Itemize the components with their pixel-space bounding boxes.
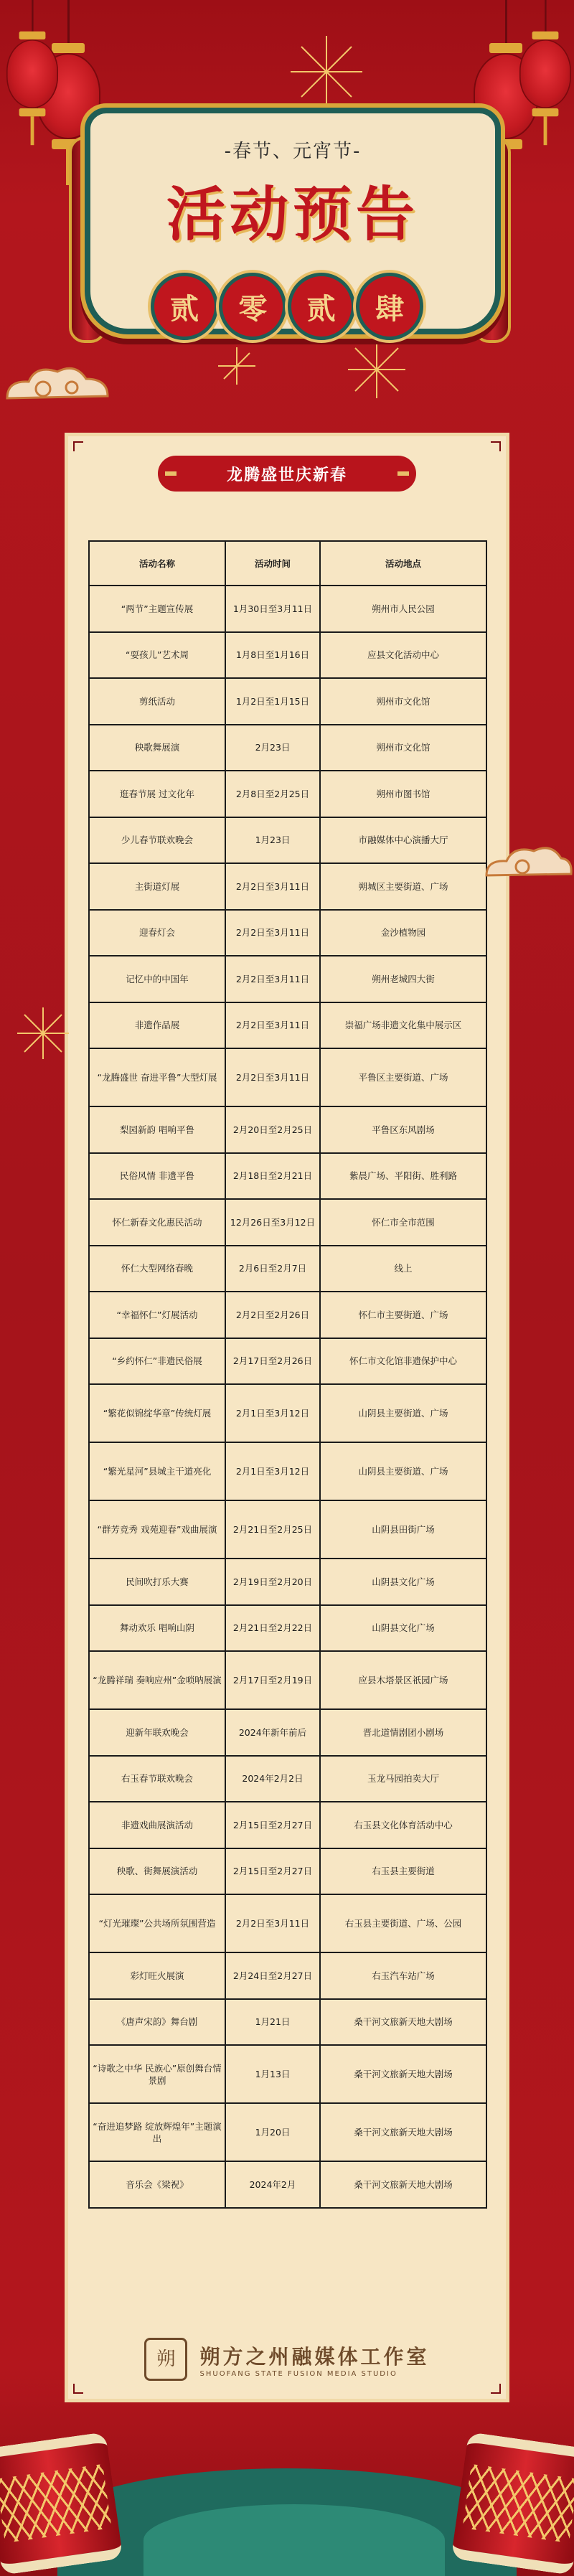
event-location-cell: 山阴县田街广场 [320,1500,486,1559]
event-time-cell: 1月13日 [225,2045,320,2103]
event-time-cell: 2月21日至2月22日 [225,1605,320,1652]
event-time-cell: 2月15日至2月27日 [225,1802,320,1848]
year-char: 贰 [151,273,218,340]
event-name-cell: 右玉春节联欢晚会 [89,1756,225,1802]
table-row [89,2103,486,2161]
header-subtitle: -春节、元宵节- [224,141,362,162]
table-row [89,1605,486,1652]
event-name-cell: 彩灯旺火展演 [89,1952,225,1999]
logo-seal-icon: 朔 [144,2338,187,2381]
year-char: 贰 [288,273,355,340]
event-location-cell: 桑干河文旅新天地大剧场 [320,1999,486,2046]
event-name-cell: 秧歌、街舞展演活动 [89,1848,225,1895]
event-time-cell: 2024年新年前后 [225,1709,320,1756]
event-location-cell: 怀仁市文化馆非遗保护中心 [320,1338,486,1385]
event-location-cell: 线上 [320,1246,486,1292]
event-time-cell: 2月2日至2月26日 [225,1292,320,1338]
event-time-cell: 1月23日 [225,817,320,864]
table-row [89,632,486,679]
event-name-cell: “诗歌之中华 民族心”原创舞台情景剧 [89,2045,225,2103]
event-time-cell: 2月19日至2月20日 [225,1559,320,1605]
event-location-cell: 平鲁区东风剧场 [320,1106,486,1153]
event-name-cell: 逛春节展 过文化年 [89,771,225,817]
corner-ornament [73,441,83,451]
event-name-cell: 民俗风情 非遗平鲁 [89,1153,225,1200]
event-name-cell: “两节”主题宣传展 [89,586,225,632]
firework-decoration [215,344,258,387]
column-header-location: 活动地点 [320,541,486,586]
table-row [89,1292,486,1338]
event-name-cell: 怀仁大型网络春晚 [89,1246,225,1292]
event-time-cell: 2月2日至3月11日 [225,956,320,1002]
event-time-cell: 2月24日至2月27日 [225,1952,320,1999]
year-char: 肆 [356,273,423,340]
event-location-cell: 金沙植物园 [320,910,486,956]
event-name-cell: 记忆中的中国年 [89,956,225,1002]
table-row [89,1106,486,1153]
event-time-cell: 2月21日至2月25日 [225,1500,320,1559]
event-location-cell: 朔州市图书馆 [320,771,486,817]
event-time-cell: 2月15日至2月27日 [225,1848,320,1895]
event-name-cell: “龙腾盛世 奋进平鲁”大型灯展 [89,1048,225,1106]
event-location-cell: 怀仁市主要街道、广场 [320,1292,486,1338]
table-row [89,1952,486,1999]
column-header-name: 活动名称 [89,541,225,586]
event-name-cell: 剪纸活动 [89,678,225,725]
event-time-cell: 2月6日至2月7日 [225,1246,320,1292]
table-row [89,1002,486,1049]
table-row [89,678,486,725]
footer-logo [65,2338,509,2381]
table-row [89,1559,486,1605]
year-medallions [151,273,423,337]
event-name-cell: 《唐声宋韵》舞台剧 [89,1999,225,2046]
event-location-cell: 桑干河文旅新天地大剧场 [320,2161,486,2208]
event-panel [65,433,509,2402]
table-row [89,586,486,632]
event-name-cell: “灯光璀璨”公共场所氛围营造 [89,1894,225,1952]
event-location-cell: 山阴县主要街道、广场 [320,1384,486,1442]
firework-decoration [344,337,409,402]
event-location-cell: 平鲁区主要街道、广场 [320,1048,486,1106]
event-name-cell: 非遗戏曲展演活动 [89,1802,225,1848]
event-name-cell: “乡约怀仁”非遗民俗展 [89,1338,225,1385]
event-location-cell: 玉龙马园拍卖大厅 [320,1756,486,1802]
event-name-cell: “繁花似锦绽华章”传统灯展 [89,1384,225,1442]
table-row [89,1338,486,1385]
event-name-cell: “耍孩儿”艺术周 [89,632,225,679]
event-name-cell: 迎春灯会 [89,910,225,956]
event-name-cell: 主街道灯展 [89,863,225,910]
event-time-cell: 2月1日至3月12日 [225,1384,320,1442]
event-location-cell: 桑干河文旅新天地大剧场 [320,2045,486,2103]
event-location-cell: 朔州市人民公园 [320,586,486,632]
event-name-cell: “群芳竞秀 戏苑迎春”戏曲展演 [89,1500,225,1559]
event-time-cell: 12月26日至3月12日 [225,1199,320,1246]
event-name-cell: 非遗作品展 [89,1002,225,1049]
event-time-cell: 1月30日至3月11日 [225,586,320,632]
panel-title: 龙腾盛世庆新春 [158,456,416,492]
event-time-cell: 2月20日至2月25日 [225,1106,320,1153]
events-table [88,540,487,2209]
year-char: 零 [219,273,286,340]
event-location-cell: 晋北道情剧团小剧场 [320,1709,486,1756]
event-time-cell: 1月2日至1月15日 [225,678,320,725]
column-header-time: 活动时间 [225,541,320,586]
table-header-row [89,541,486,586]
table-row [89,1153,486,1200]
drum-right [451,2432,574,2575]
event-name-cell: 秧歌舞展演 [89,725,225,771]
logo-text-block [200,2341,430,2378]
table-row [89,1442,486,1500]
table-row [89,1709,486,1756]
event-location-cell: 朔州市文化馆 [320,678,486,725]
event-time-cell: 1月8日至1月16日 [225,632,320,679]
event-location-cell: 山阴县主要街道、广场 [320,1442,486,1500]
event-time-cell: 2月18日至2月21日 [225,1153,320,1200]
table-row [89,1500,486,1559]
table-row [89,2045,486,2103]
event-time-cell: 2月2日至3月11日 [225,1002,320,1049]
event-location-cell: 怀仁市全市范围 [320,1199,486,1246]
event-time-cell: 2月2日至3月11日 [225,1048,320,1106]
event-location-cell: 山阴县文化广场 [320,1559,486,1605]
event-location-cell: 朔城区主要街道、广场 [320,863,486,910]
table-row [89,910,486,956]
event-location-cell: 朔州市文化馆 [320,725,486,771]
logo-english: SHUOFANG STATE FUSION MEDIA STUDIO [199,2369,397,2378]
event-location-cell: 右玉汽车站广场 [320,1952,486,1999]
event-location-cell: 应县文化活动中心 [320,632,486,679]
table-row [89,2161,486,2208]
firework-decoration [14,1005,72,1062]
event-time-cell: 2月17日至2月19日 [225,1651,320,1709]
event-location-cell: 崇福广场非遗文化集中展示区 [320,1002,486,1049]
table-row [89,1999,486,2046]
event-time-cell: 2月2日至3月11日 [225,863,320,910]
lantern-right-small [519,0,571,145]
event-name-cell: 民间吹打乐大赛 [89,1559,225,1605]
logo-name: 朔方之州融媒体工作室 [199,2344,430,2369]
table-row [89,1199,486,1246]
event-location-cell: 右玉县文化体育活动中心 [320,1802,486,1848]
event-location-cell: 桑干河文旅新天地大剧场 [320,2103,486,2161]
drum-left [0,2432,123,2575]
event-time-cell: 2月23日 [225,725,320,771]
event-time-cell: 2月1日至3月12日 [225,1442,320,1500]
event-name-cell: 少儿春节联欢晚会 [89,817,225,864]
event-name-cell: 音乐会《梁祝》 [89,2161,225,2208]
cloud-decoration [479,840,574,885]
firework-decoration [283,29,370,115]
table-row [89,771,486,817]
header-title: 活动预告 [166,181,419,249]
event-time-cell: 2月2日至3月11日 [225,910,320,956]
event-location-cell: 市融媒体中心演播大厅 [320,817,486,864]
event-location-cell: 右玉县主要街道 [320,1848,486,1895]
event-name-cell: “龙腾祥瑞 奏响应州”金唢呐展演 [89,1651,225,1709]
table-row [89,1384,486,1442]
event-time-cell: 2月2日至3月11日 [225,1894,320,1952]
event-location-cell: 紫晨广场、平阳街、胜利路 [320,1153,486,1200]
event-location-cell: 应县木塔景区祇园广场 [320,1651,486,1709]
event-location-cell: 山阴县文化广场 [320,1605,486,1652]
table-row [89,1756,486,1802]
event-location-cell: 右玉县主要街道、广场、公园 [320,1894,486,1952]
table-row [89,1048,486,1106]
events-table-body [89,586,486,2208]
event-name-cell: “幸福怀仁”灯展活动 [89,1292,225,1338]
event-name-cell: 舞动欢乐 唱响山阴 [89,1605,225,1652]
event-name-cell: “繁光星河”县城主干道亮化 [89,1442,225,1500]
event-time-cell: 2月17日至2月26日 [225,1338,320,1385]
table-row [89,1848,486,1895]
table-row [89,725,486,771]
event-time-cell: 2月8日至2月25日 [225,771,320,817]
event-location-cell: 朔州老城四大街 [320,956,486,1002]
lantern-left-small [6,0,58,145]
event-name-cell: 迎新年联欢晚会 [89,1709,225,1756]
table-row [89,1246,486,1292]
table-row [89,1651,486,1709]
table-row [89,817,486,864]
header [0,0,574,402]
event-name-cell: 梨园新韵 唱响平鲁 [89,1106,225,1153]
corner-ornament [491,441,501,451]
table-row [89,1802,486,1848]
event-time-cell: 2024年2月 [225,2161,320,2208]
event-time-cell: 2024年2月2日 [225,1756,320,1802]
cloud-decoration [0,359,115,409]
table-row [89,956,486,1002]
event-time-cell: 1月21日 [225,1999,320,2046]
bottom-decoration [0,2418,574,2576]
table-row [89,1894,486,1952]
event-name-cell: “奋进追梦路 绽放辉煌年”主题演出 [89,2103,225,2161]
table-row [89,863,486,910]
corner-ornament [491,2384,501,2394]
event-name-cell: 怀仁新春文化惠民活动 [89,1199,225,1246]
event-time-cell: 1月20日 [225,2103,320,2161]
corner-ornament [73,2384,83,2394]
hill-decoration [144,2504,445,2576]
